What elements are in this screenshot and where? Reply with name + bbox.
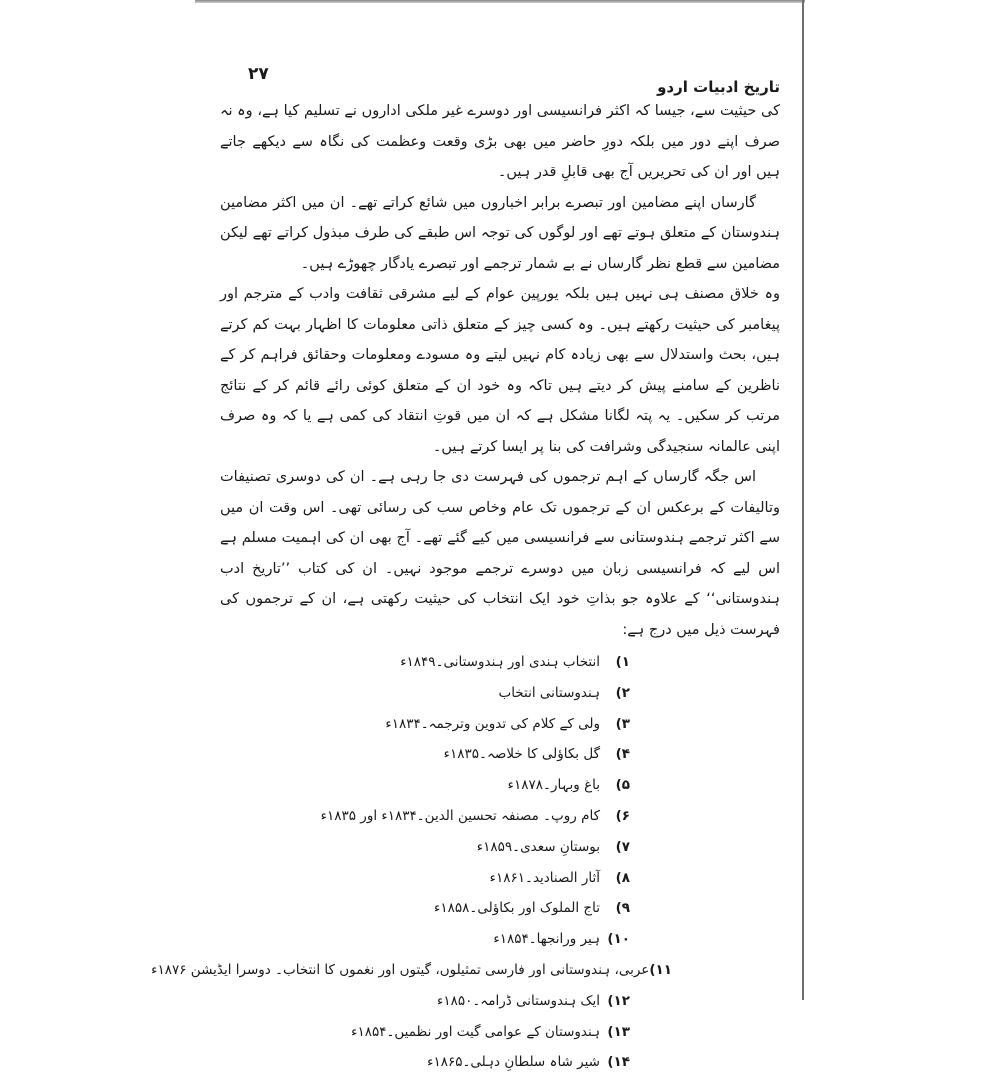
item-number: ۷) (615, 838, 630, 855)
paragraph-2: گارساں اپنے مضامین اور تبصرے برابر اخباروں میں شائع کراتے تھے۔ ان میں اکثر مضامین ہندوستان کے متعلق ہوتے تھے اور لوگوں کی توجہ اس طبقے کی طرف مبذول کراتے تھے لیکن مضامین سے قطع نظر گارساں نے بے شمار ترجمے اور تبصرے یادگار چھوڑے ہیں۔ (220, 194, 780, 272)
list-item (151, 955, 672, 986)
list-item (220, 647, 630, 678)
item-title: باغ وبہار۔۱۸۷۸ء (507, 777, 600, 794)
item-number: ۲) (615, 684, 630, 701)
item-number: ۸) (615, 869, 630, 886)
paragraph-4: اس جگہ گارساں کے اہم ترجموں کی فہرست دی جا رہی ہے۔ ان کی دوسری تصنیفات وتالیفات کے برعکس ان کے ترجموں تک عام وخاص سب کی رسائی تھی۔ اس وقت ان میں سے اکثر ترجمے ہندوستانی سے فرانسیسی میں کیے گئے تھے۔ آج بھی ان کی اہمیت مسلم ہے اس لیے کہ فرانسیسی زبان میں دوسرے ترجمے موجود نہیں۔ ان کی کتاب ’’تاریخ ادب ہندوستانی‘‘ کے علاوہ جو بذاتِ خود ایک انتخاب کی حیثیت رکھتی ہے، ان کے ترجموں کی فہرست ذیل میں درج ہے: (220, 469, 780, 638)
list-item (220, 863, 630, 894)
list-item (220, 924, 630, 955)
scan-page-edge-line (802, 0, 804, 1000)
item-title: تاج الملوک اور بکاؤلی۔۱۸۵۸ء (434, 900, 600, 917)
list-item (220, 1017, 630, 1048)
item-number: ۹) (615, 900, 630, 917)
list-item (220, 770, 630, 801)
item-number: ۱۰) (607, 931, 630, 948)
translations-list (151, 647, 780, 1078)
scan-top-edge (195, 0, 805, 3)
item-number: ۱) (615, 654, 630, 670)
item-title: ہندوستان کے عوامی گیت اور نظمیں۔۱۸۵۴ء (351, 1023, 600, 1040)
item-number: ۴) (615, 746, 630, 763)
item-title: آثار الصنادید۔۱۸۶۱ء (489, 869, 600, 886)
item-number: ۱۴) (607, 1054, 630, 1071)
paragraph-1: کی حیثیت سے، جیسا کہ اکثر فرانسیسی اور دوسرے غیر ملکی اداروں نے تسلیم کیا ہے، وہ نہ صرف اپنے دور میں بلکہ دورِ حاضر میں بھی بڑی وقعت وعظمت کی نگاہ سے دیکھے جاتے ہیں اور ان کی تحریریں آج بھی قابلِ قدر ہیں۔ (220, 103, 780, 180)
list-item (220, 893, 630, 924)
item-title: بوستانِ سعدی۔۱۸۵۹ء (476, 838, 600, 855)
item-title: ولی کے کلام کی تدوین وترجمہ۔۱۸۳۴ء (385, 715, 600, 732)
item-title: ایک ہندوستانی ڈرامہ۔۱۸۵۰ء (437, 992, 600, 1009)
running-header (220, 60, 780, 96)
item-title: گل بکاؤلی کا خلاصہ۔۱۸۳۵ء (443, 746, 600, 763)
paragraph-3: وہ خلاق مصنف ہی نہیں ہیں بلکہ یورپین عوام کے لیے مشرقی ثقافت وادب کے مترجم اور پیغامبر کی حیثیت رکھتے ہیں۔ وہ کسی چیز کے متعلق ذاتی معلومات کا اظہار بہت کم کرتے ہیں، بحث واستدلال سے بھی زیادہ کام نہیں لیتے وہ مسودے ومعلومات وحقائق فراہم کر کے ناظرین کے سامنے پیش کر دیتے ہیں تاکہ وہ خود ان کے متعلق کوئی رائے قائم کر کے نتائج مرتب کر سکیں۔ یہ پتہ لگانا مشکل ہے کہ ان میں قوتِ انتقاد کی کمی ہے یا کہ وہ صرف اپنی عالمانہ سنجیدگی وشرافت کی بنا پر ایسا کرتے ہیں۔ (220, 286, 780, 455)
item-title: انتخاب ہندی اور ہندوستانی۔۱۸۴۹ء (400, 654, 600, 670)
item-number: ۱۳) (607, 1023, 630, 1040)
item-number: ۱۱) (649, 961, 672, 978)
item-number: ۱۲) (607, 992, 630, 1009)
item-number: ۳) (615, 715, 630, 732)
item-number: ۶) (615, 807, 630, 824)
list-item (220, 678, 630, 709)
item-title: ہیر ورانجھا۔۱۸۵۴ء (493, 931, 600, 948)
item-number: ۵) (615, 777, 630, 794)
running-title: تاریخ ادبیات اردو (657, 78, 780, 96)
book-page (151, 60, 780, 1078)
item-title: ہندوستانی انتخاب (498, 684, 600, 701)
list-item (220, 832, 630, 863)
item-title: شیر شاہ سلطانِ دہلی۔۱۸۶۵ء (427, 1054, 600, 1071)
page-number: ۲۷ (248, 64, 269, 84)
list-item (220, 709, 630, 740)
item-title: عربی، ہندوستانی اور فارسی تمثیلوں، گیتوں اور نغموں کا انتخاب۔ دوسرا ایڈیشن ۱۸۷۶ء (151, 961, 650, 978)
list-item (220, 801, 630, 832)
list-item (220, 1047, 630, 1078)
item-title: کام روپ۔ مصنفہ تحسین الدین۔۱۸۳۴ء اور ۱۸۳۵ء (320, 807, 600, 824)
list-item (220, 739, 630, 770)
list-item (220, 986, 630, 1017)
